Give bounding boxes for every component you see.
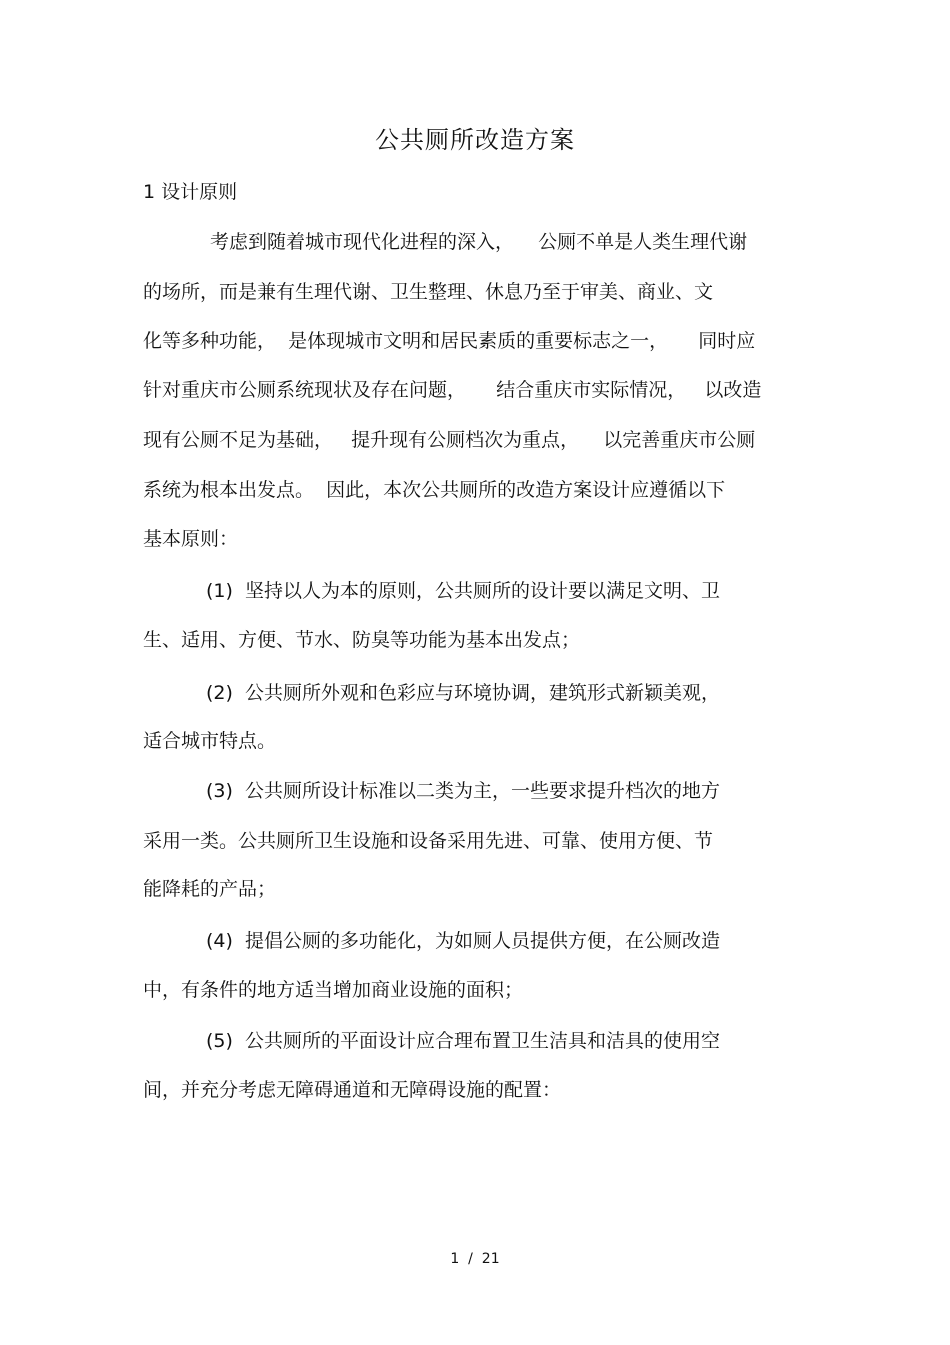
page-indicator: 1 / 21 <box>450 1251 500 1267</box>
principle-5-line: (5) 公共厕所的平面设计应合理布置卫生洁具和洁具的使用空 <box>206 1030 720 1052</box>
principle-1-line: (1) 坚持以人为本的原则，公共厕所的设计要以满足文明、卫 <box>206 580 720 602</box>
principle-3-line: (3) 公共厕所设计标准以二类为主，一些要求提升档次的地方 <box>206 780 720 802</box>
intro-line: 针对重庆市公厕系统现状及存在问题， 结合重庆市实际情况， 以改造 <box>143 379 762 401</box>
intro-line: 的场所，而是兼有生理代谢、卫生整理、休息乃至于审美、商业、文 <box>143 281 714 303</box>
principle-4-line: (4) 提倡公厕的多功能化，为如厕人员提供方便，在公厕改造 <box>206 930 720 952</box>
principle-3-line: 能降耗的产品； <box>143 878 277 900</box>
intro-line: 系统为根本出发点。 因此，本次公共厕所的改造方案设计应遵循以下 <box>143 479 726 501</box>
principle-3-line: 采用一类。公共厕所卫生设施和设备采用先进、可靠、使用方便、节 <box>143 830 714 852</box>
intro-line: 基本原则： <box>143 528 239 550</box>
section-heading: 1 设计原则 <box>143 181 238 203</box>
intro-line: 考虑到随着城市现代化进程的深入， 公厕不单是人类生理代谢 <box>210 231 748 253</box>
principle-2-line: 适合城市特点。 <box>143 730 277 752</box>
principle-2-line: (2) 公共厕所外观和色彩应与环境协调，建筑形式新颖美观， <box>206 682 720 704</box>
intro-line: 化等多种功能， 是体现城市文明和居民素质的重要标志之一， 同时应 <box>143 330 756 352</box>
principle-4-line: 中，有条件的地方适当增加商业设施的面积； <box>143 979 524 1001</box>
intro-line: 现有公厕不足为基础， 提升现有公厕档次为重点， 以完善重庆市公厕 <box>143 429 756 451</box>
principle-5-line: 间，并充分考虑无障碍通道和无障碍设施的配置： <box>143 1079 562 1101</box>
document-title: 公共厕所改造方案 <box>375 126 575 154</box>
principle-1-line: 生、适用、方便、节水、防臭等功能为基本出发点； <box>143 629 581 651</box>
